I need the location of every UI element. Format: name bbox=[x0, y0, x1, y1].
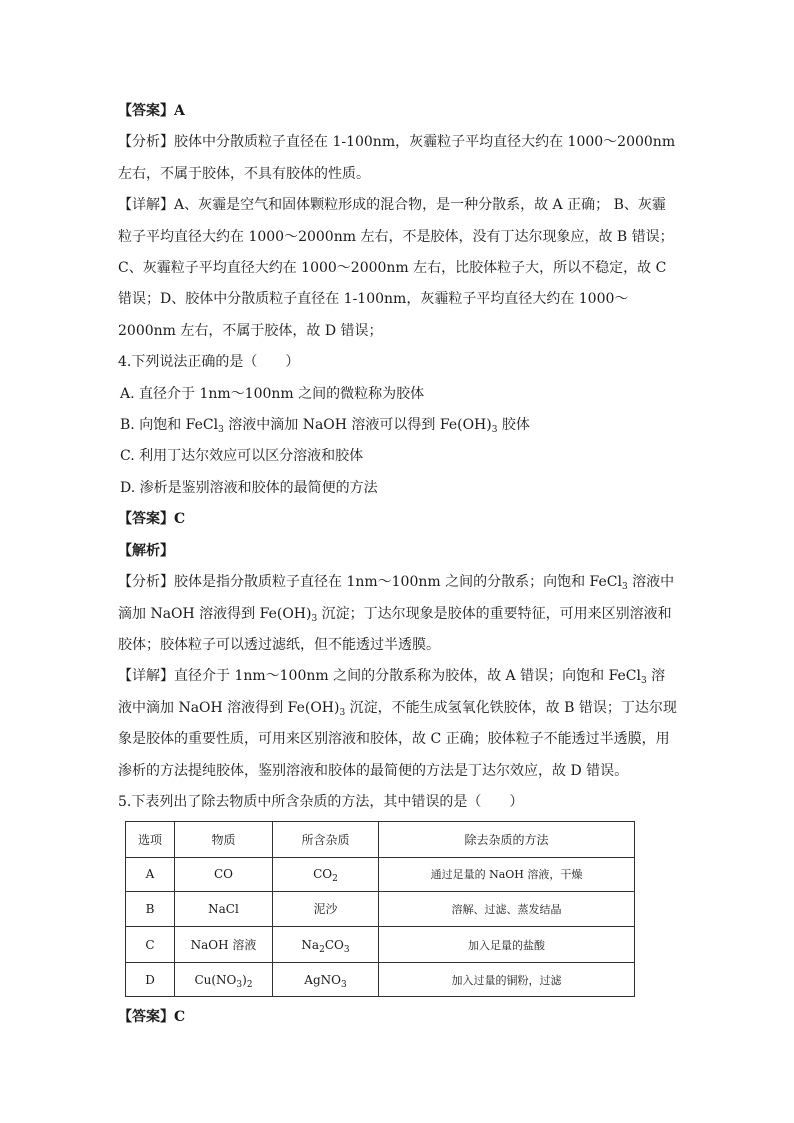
document-body bbox=[118, 96, 678, 818]
row-a-method: 通过足量的 NaOH 溶液，干燥 bbox=[379, 857, 635, 891]
row-d-substance-text: Cu(NO bbox=[194, 972, 237, 987]
q4-analysis-p3: 沉淀；丁达尔现象是胶体的重要特征，可用来区别溶液和胶体；胶体粒子可以透过滤纸，但不能透过半透膜。 bbox=[118, 605, 672, 653]
q4-option-b-sub1: 3 bbox=[218, 425, 224, 436]
row-c-impurity-text2: CO bbox=[324, 937, 344, 952]
row-c-method: 加入足量的盐酸 bbox=[379, 927, 635, 963]
row-d-option: D bbox=[126, 963, 175, 997]
q5-answer: 【答案】C bbox=[118, 1009, 186, 1025]
row-b-method: 溶解、过滤、蒸发结晶 bbox=[379, 891, 635, 927]
row-b-impurity: 泥沙 bbox=[273, 891, 379, 927]
row-a-impurity-text: CO bbox=[313, 867, 333, 882]
q5-stem: 5.下表列出了除去物质中所含杂质的方法，其中错误的是（ ） bbox=[118, 793, 524, 810]
q4-analysis-p2: 溶液中滴加 NaOH 溶液得到 Fe(OH) bbox=[118, 574, 675, 622]
row-d-impurity-sub: 3 bbox=[340, 979, 347, 990]
header-method: 除去杂质的方法 bbox=[379, 822, 635, 858]
q4-analysis-p1: 【分析】胶体是指分散质粒子直径在 1nm～100nm 之间的分散系；向饱和 FeCl bbox=[118, 574, 622, 591]
q4-jiexi: 【解析】 bbox=[118, 542, 174, 559]
q4-option-b-post: 胶体 bbox=[497, 417, 530, 434]
row-d-method: 加入过量的铜粉，过滤 bbox=[379, 963, 635, 997]
q4-analysis-sub1: 3 bbox=[622, 582, 628, 593]
q4-analysis-sub2: 3 bbox=[311, 613, 318, 624]
q4-option-a: A. 直径介于 1nm～100nm 之间的微粒称为胶体 bbox=[120, 385, 425, 402]
header-substance: 物质 bbox=[175, 822, 273, 858]
q3-analysis: 【分析】胶体中分散质粒子直径在 1-100nm，灰霾粒子平均直径大约在 1000～2000nm 左右，不属于胶体，不具有胶体的性质。 bbox=[118, 134, 676, 182]
q4-option-b-mid: 溶液中滴加 NaOH 溶液可以得到 Fe(OH) bbox=[223, 417, 492, 434]
q4-analysis bbox=[118, 567, 678, 661]
table-header-row bbox=[126, 822, 635, 858]
table-row bbox=[126, 857, 635, 891]
row-d-substance-sub2: 2 bbox=[246, 979, 253, 990]
row-d-substance-sub: 3 bbox=[236, 979, 243, 990]
row-d-impurity bbox=[273, 963, 379, 997]
row-d-substance-text2: ) bbox=[242, 972, 247, 987]
q4-option-d: D. 渗析是鉴别溶液和胶体的最简便的方法 bbox=[120, 479, 378, 496]
q4-option-c: C. 利用丁达尔效应可以区分溶液和胶体 bbox=[120, 448, 364, 465]
header-option: 选项 bbox=[126, 822, 175, 858]
row-c-impurity-sub2: 3 bbox=[343, 944, 350, 955]
q4-detail-p3: 沉淀，不能生成氢氧化铁胶体，故 B 错误；丁达尔现象是胶体的重要性质，可用来区别溶液和胶体，故 C 正确；胶体粒子不能透过半透膜，用渗析的方法提纯胶体，鉴别溶液和胶体的最简便的方法是丁达尔效应，故 D 错误。 bbox=[118, 699, 677, 779]
row-d-impurity-text: AgNO bbox=[304, 972, 341, 987]
row-c-impurity bbox=[273, 927, 379, 963]
row-d-substance bbox=[175, 963, 273, 997]
q4-stem: 4.下列说法正确的是（ ） bbox=[118, 354, 300, 371]
table-row bbox=[126, 963, 635, 997]
row-c-substance: NaOH 溶液 bbox=[175, 927, 273, 963]
row-a-substance: CO bbox=[175, 857, 273, 891]
row-b-option: B bbox=[126, 891, 175, 927]
table-row bbox=[126, 891, 635, 927]
q4-option-b bbox=[120, 410, 678, 441]
row-a-impurity-sub: 2 bbox=[332, 874, 338, 885]
row-c-impurity-text: Na bbox=[301, 937, 320, 952]
q4-option-b-sub2: 3 bbox=[491, 425, 498, 436]
q4-answer: 【答案】C bbox=[118, 511, 186, 528]
row-a-option: A bbox=[126, 857, 175, 891]
row-a-impurity bbox=[273, 857, 379, 891]
q4-detail bbox=[118, 661, 678, 787]
q3-answer: 【答案】A bbox=[118, 103, 185, 119]
row-c-impurity-sub: 2 bbox=[319, 944, 325, 955]
q4-detail-p1: 【详解】直径介于 1nm～100nm 之间的分散系称为胶体，故 A 错误；向饱和 FeCl bbox=[118, 668, 641, 685]
q3-detail: 【详解】A、灰霾是空气和固体颗粒形成的混合物，是一种分散系，故 A 正确； B、灰霾粒子平均直径大约在 1000～2000nm 左右，不是胶体，没有丁达尔现象应，故 B 错误； C、灰霾粒子平均直径大约在 1000～2000nm 左右，比胶体粒子大，所以不稳定，故 C 错误；D、胶体中分散质粒子直径在 1-100nm，灰霾粒子平均直径大约在 1000～2000nm 左右，不属于胶体，故 D 错误； bbox=[118, 197, 674, 339]
row-b-substance: NaCl bbox=[175, 891, 273, 927]
impurity-removal-table bbox=[125, 821, 635, 997]
table-row bbox=[126, 927, 635, 963]
q4-detail-sub1: 3 bbox=[641, 676, 647, 687]
header-impurity: 所含杂质 bbox=[273, 822, 379, 858]
q4-option-b-text: B. 向饱和 FeCl bbox=[120, 417, 219, 434]
q4-detail-p2: 溶液中滴加 NaOH 溶液得到 Fe(OH) bbox=[118, 668, 666, 716]
row-c-option: C bbox=[126, 927, 175, 963]
q4-detail-sub2: 3 bbox=[339, 707, 346, 718]
